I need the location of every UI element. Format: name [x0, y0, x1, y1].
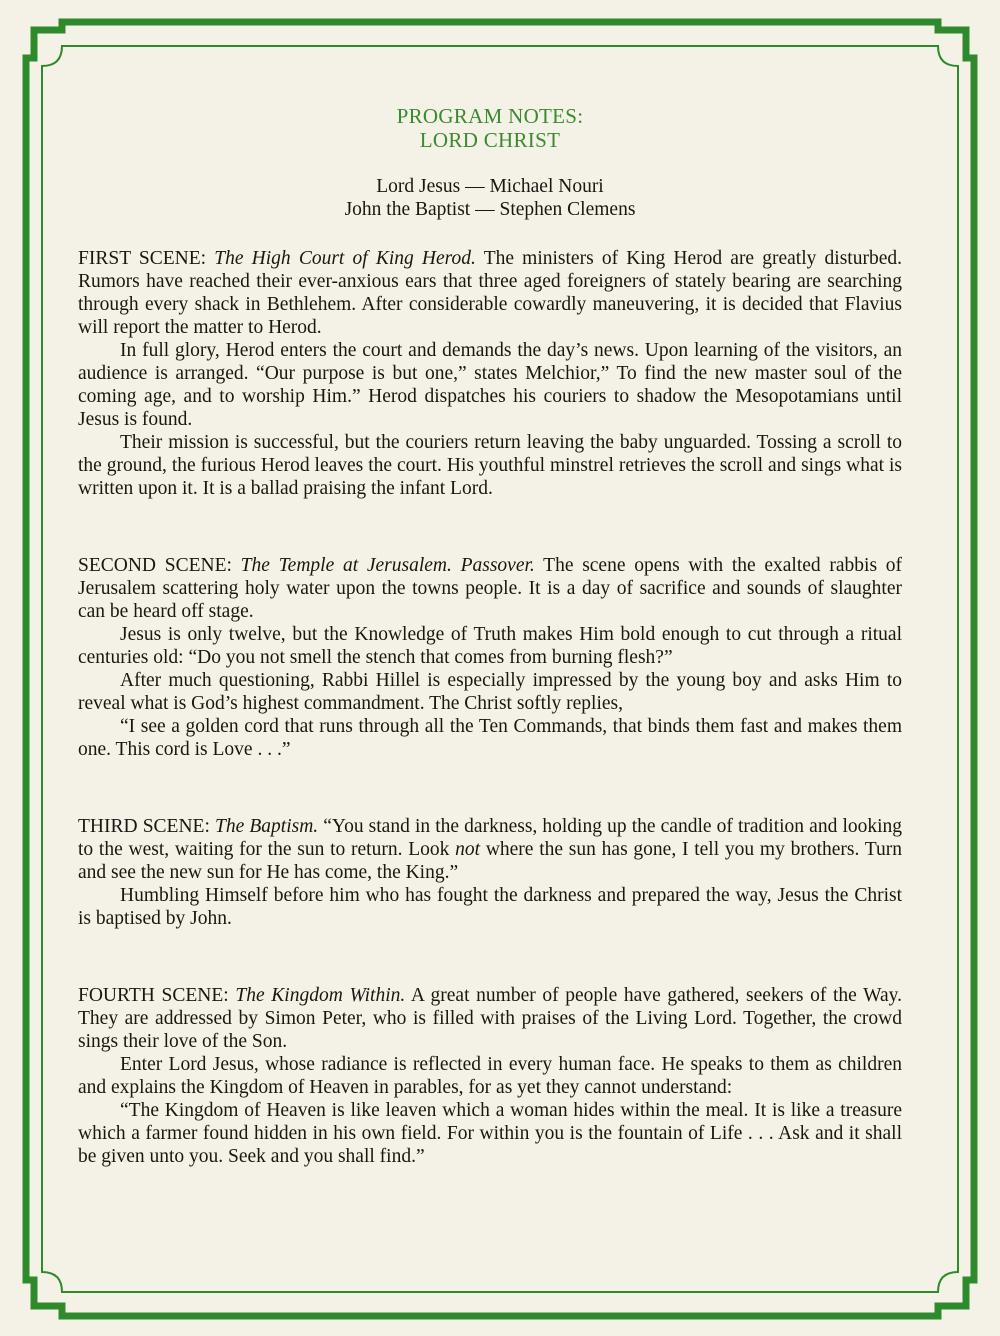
- scene-fourth-opening-paragraph: [78, 984, 902, 1053]
- scene-first-opening-paragraph: [78, 247, 902, 339]
- scene-second-opening-paragraph: [78, 554, 902, 623]
- scene-label: THIRD SCENE:: [78, 816, 210, 837]
- scene-paragraph: Enter Lord Jesus, whose radiance is reflected in every human face. He speaks to them as children and explains the Kingdom of Heaven in parables, for as yet they cannot understand:: [78, 1054, 902, 1098]
- scene-first: [78, 247, 902, 500]
- scene-paragraph: In full glory, Herod enters the court and demands the day’s news. Upon learning of the visitors, an audience is arranged. “Our purpose is but one,” states Melchior,” To find the new master soul of the coming age, and to worship Him.” Herod dispatches his couriers to shadow the Mesopotamians until Jesus is found.: [78, 340, 902, 430]
- scene-text: A great number of people have gathered, seekers of the Way. They are addressed by Simon Peter, who is filled with praises of the Living Lord. Together, the crowd sings their love of the Son.: [78, 985, 903, 1052]
- scene-paragraph: After much questioning, Rabbi Hillel is especially impressed by the young boy and asks Him to reveal what is God’s highest commandment. The Christ softly replies,: [78, 670, 902, 714]
- cast-line: John the Baptist — Stephen Clemens: [344, 199, 636, 220]
- scene-third: [78, 815, 902, 930]
- scene-paragraph: “I see a golden cord that runs through all the Ten Commands, that binds them fast and makes them one. This cord is Love . . .”: [78, 716, 902, 760]
- cast-list: [78, 175, 902, 221]
- scene-paragraph: Jesus is only twelve, but the Knowledge of Truth makes Him bold enough to cut through a ritual centuries old: “Do you not smell the stench that comes from burning flesh?”: [78, 624, 902, 668]
- scene-paragraph: “The Kingdom of Heaven is like leaven which a woman hides within the meal. It is like a treasure which a farmer found hidden in his own field. For within you is the fountain of Life . . . Ask and it shall be given unto you. Seek and you shall find.”: [78, 1100, 902, 1167]
- scene-subtitle: The High Court of King Herod.: [214, 248, 476, 269]
- cast-line: Lord Jesus — Michael Nouri: [376, 176, 604, 197]
- scene-second: [78, 554, 902, 761]
- program-notes-page: [78, 104, 902, 1168]
- scene-subtitle: The Kingdom Within.: [235, 985, 406, 1006]
- scene-label: FIRST SCENE:: [78, 248, 207, 269]
- scene-text: where the sun has gone, I tell you my brothers. Turn and see the new sun for He has come, the King.”: [78, 839, 902, 883]
- scene-subtitle: The Baptism.: [215, 816, 319, 837]
- scene-subtitle: The Temple at Jerusalem. Passover.: [240, 555, 535, 576]
- scene-label: FOURTH SCENE:: [78, 985, 229, 1006]
- scene-text-emphasis: not: [455, 839, 481, 860]
- scene-text: The ministers of King Herod are greatly disturbed. Rumors have reached their ever-anxious ears that three aged foreigners of stately bearing are searching through every shack in Bethlehem. After considerable cowardly maneuvering, it is decided that Flavius will report the matter to Herod.: [78, 248, 902, 338]
- scene-text: The scene opens with the exalted rabbis of Jerusalem scattering holy water upon the towns people. It is a day of sacrifice and sounds of slaughter can be heard off stage.: [78, 555, 902, 622]
- title-line-2: LORD CHRIST: [419, 128, 561, 152]
- scene-text: “You stand in the darkness, holding up the candle of tradition and looking to the west, waiting for the sun to return. Look: [78, 816, 903, 860]
- page-title: [78, 104, 902, 152]
- title-line-1: PROGRAM NOTES:: [396, 104, 584, 128]
- scene-paragraph: Their mission is successful, but the couriers return leaving the baby unguarded. Tossing a scroll to the ground, the furious Herod leaves the court. His youthful minstrel retrieves the scroll and sings what is written upon it. It is a ballad praising the infant Lord.: [78, 432, 902, 499]
- scene-label: SECOND SCENE:: [78, 555, 232, 576]
- scene-fourth: [78, 984, 902, 1168]
- scene-third-opening-paragraph: [78, 815, 902, 884]
- scene-paragraph: Humbling Himself before him who has fought the darkness and prepared the way, Jesus the Christ is baptised by John.: [78, 885, 902, 929]
